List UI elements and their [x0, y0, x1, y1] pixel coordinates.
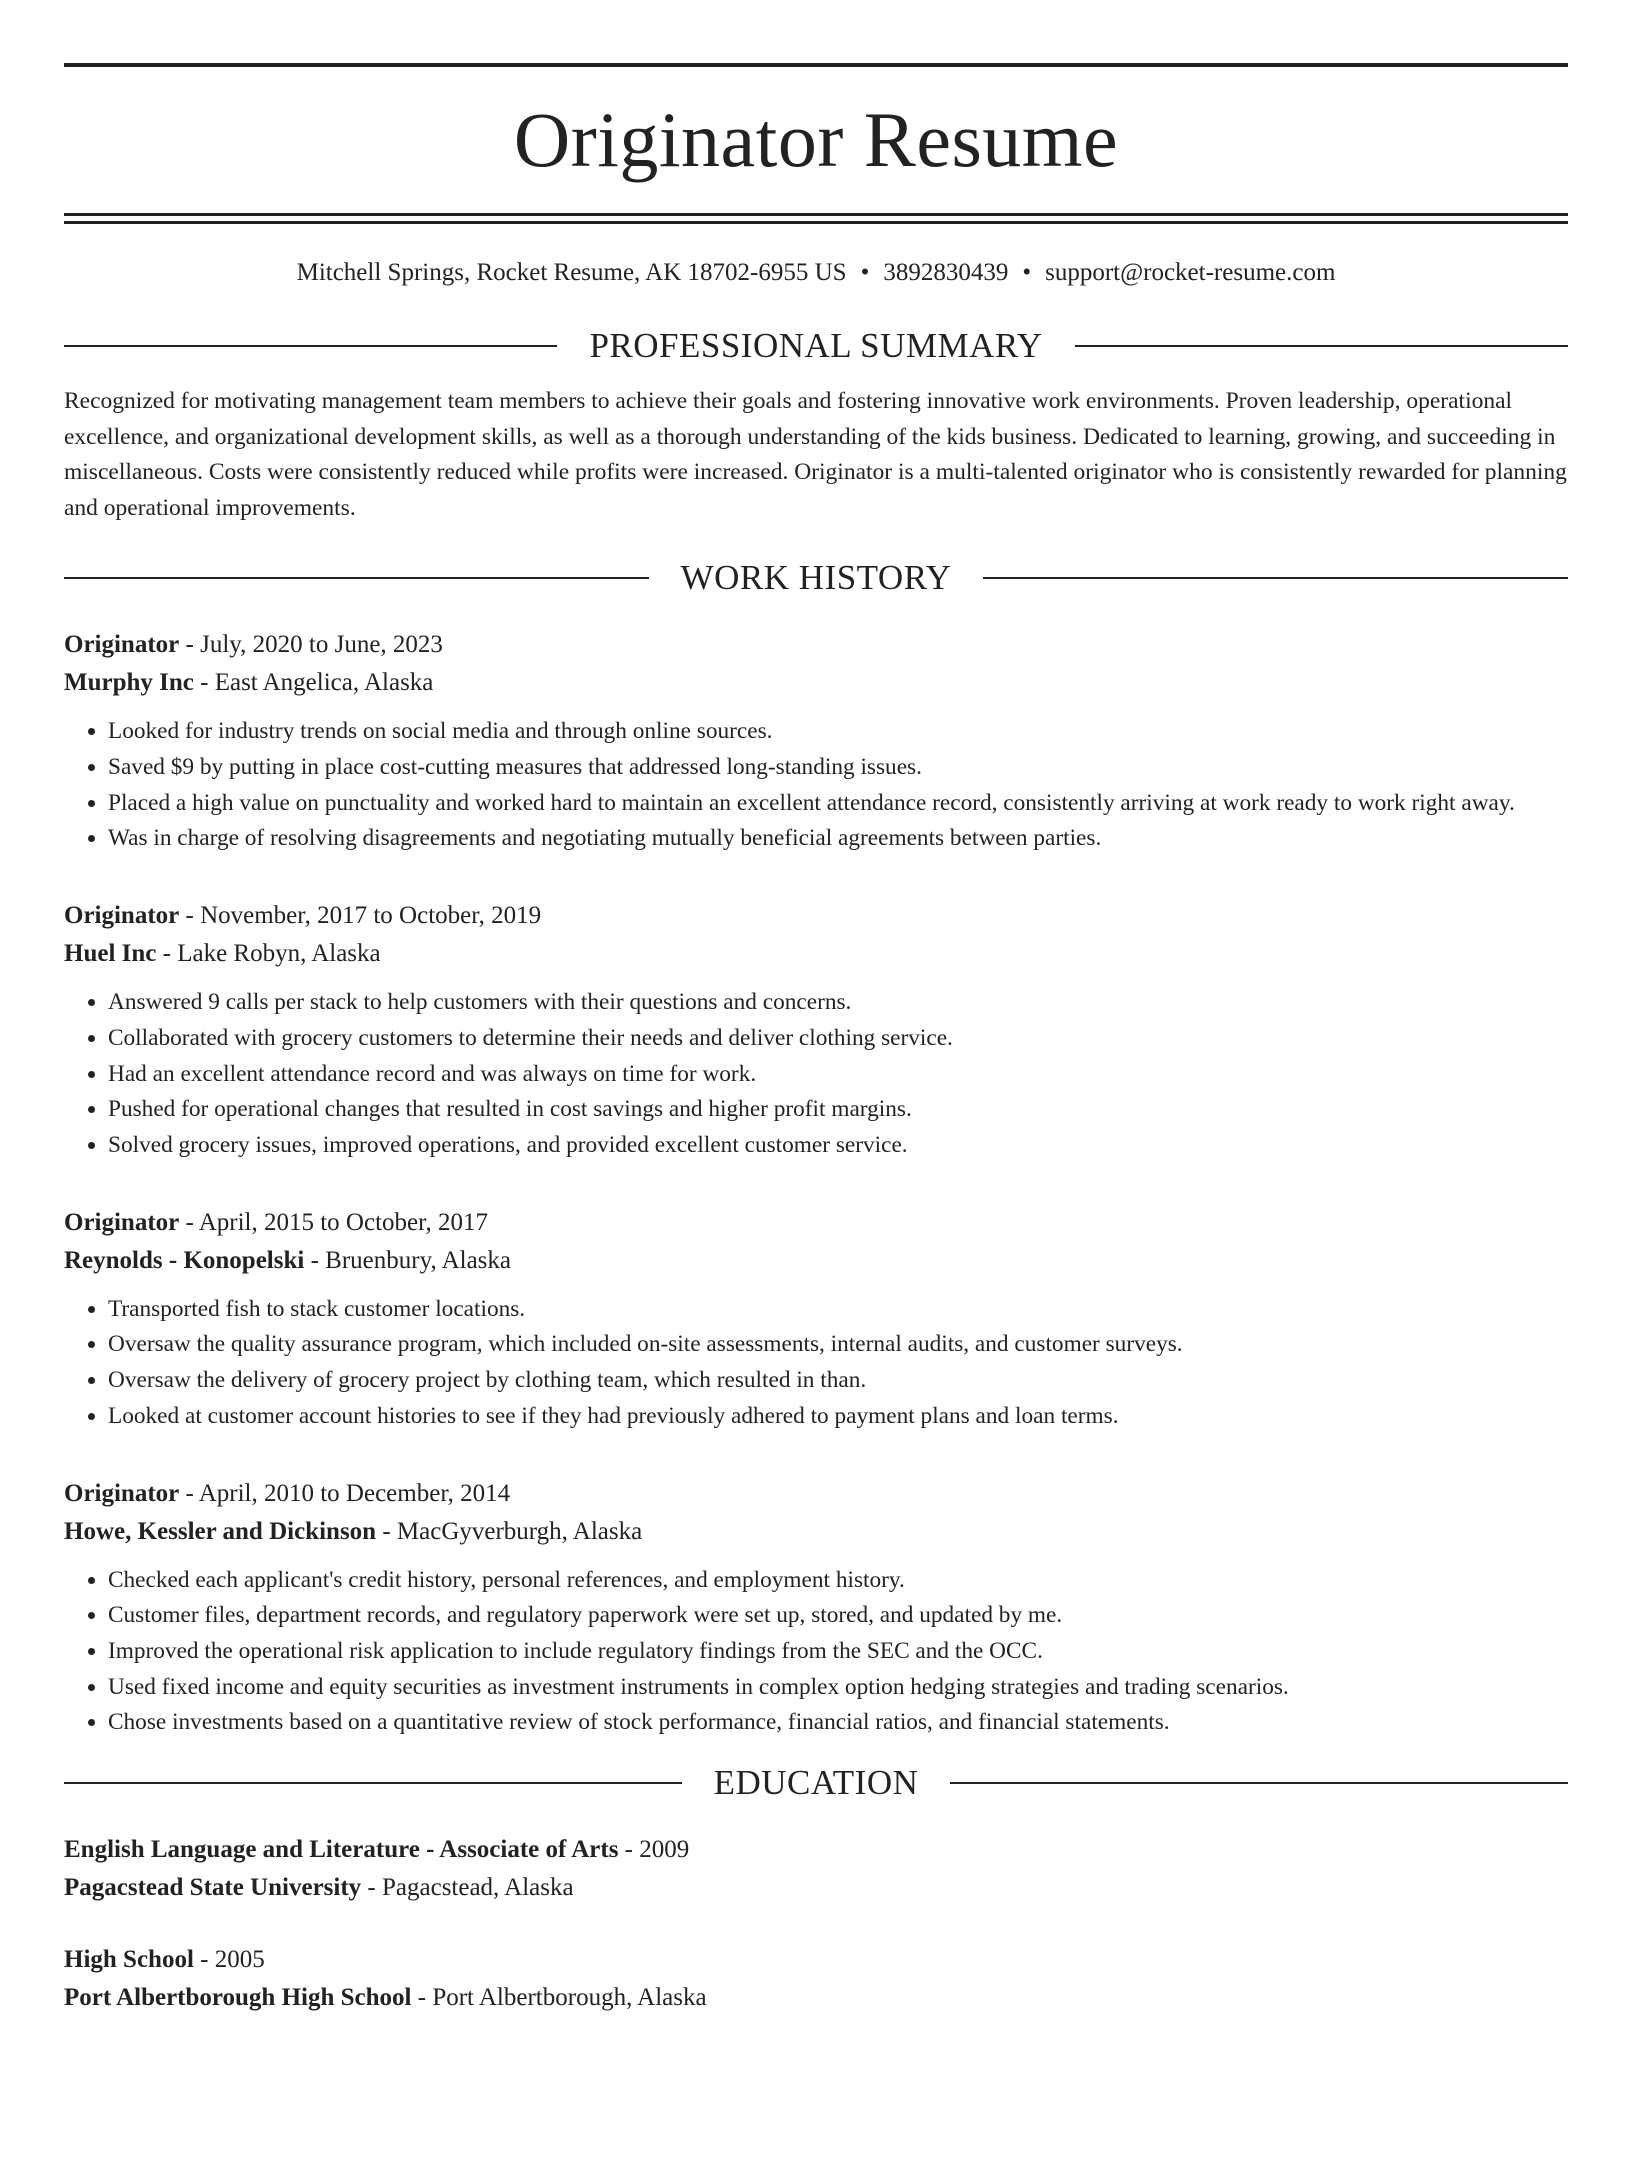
job-company: Murphy Inc — [64, 669, 194, 697]
job-bullet: • Transported fish to stack customer locations. — [108, 1292, 1568, 1328]
contact-separator: • — [860, 259, 870, 286]
job-title-line — [64, 626, 1568, 664]
education-school: Port Albertborough High School — [64, 1984, 412, 2012]
summary-heading-label: PROFESSIONAL SUMMARY — [589, 326, 1043, 365]
work-history-heading — [64, 558, 1568, 598]
job-bullets — [64, 714, 1568, 857]
job-title-line — [64, 1204, 1568, 1242]
heading-rule-right — [983, 577, 1568, 579]
education-year: - 2005 — [193, 1946, 265, 1974]
job-bullet: • Oversaw the delivery of grocery project by clothing team, which resulted in than. — [108, 1363, 1568, 1399]
education-degree: High School — [64, 1946, 194, 1974]
heading-rule-left — [64, 345, 557, 347]
job-bullet: • Had an excellent attendance record and was always on time for work. — [108, 1057, 1568, 1093]
job-bullet: • Pushed for operational changes that resulted in cost savings and higher profit margins. — [108, 1092, 1568, 1128]
job-company: Huel Inc — [64, 940, 157, 968]
job-bullet: • Looked at customer account histories to see if they had previously adhered to payment plans and loan terms. — [108, 1399, 1568, 1435]
education-degree-line — [64, 1941, 1568, 1979]
job-location: - Lake Robyn, Alaska — [156, 940, 381, 968]
education-entry — [64, 1941, 1568, 2017]
job-bullet: • Chose investments based on a quantitative review of stock performance, financial ratios, and financial statements. — [108, 1705, 1568, 1741]
contact-address: Mitchell Springs, Rocket Resume, AK 18702-6955 US — [296, 259, 847, 286]
job-dates: - July, 2020 to June, 2023 — [179, 631, 443, 659]
job-bullet: • Customer files, department records, and regulatory paperwork were set up, stored, and updated by me. — [108, 1598, 1568, 1634]
heading-rule-right — [1075, 345, 1568, 347]
job-location: - MacGyverburgh, Alaska — [376, 1517, 643, 1545]
job-bullet: • Looked for industry trends on social media and through online sources. — [108, 714, 1568, 750]
education-location: - Pagacstead, Alaska — [361, 1874, 574, 1902]
heading-rule-left — [64, 577, 649, 579]
job-bullet: • Was in charge of resolving disagreements and negotiating mutually beneficial agreements between parties. — [108, 821, 1568, 857]
job-title: Originator — [64, 1208, 180, 1236]
education-school-line — [64, 1979, 1568, 2017]
job-bullet: • Answered 9 calls per stack to help customers with their questions and concerns. — [108, 985, 1568, 1021]
job-bullets — [64, 985, 1568, 1164]
education-heading-label: EDUCATION — [713, 1763, 919, 1803]
summary-text: Recognized for motivating management team members to achieve their goals and fostering innovative work environments. Proven leadership, operational excellence, and organizational development skills, as well as a thorough understanding of the kids business. Dedicated to learning, growing, and succeeding in miscellaneous. Costs were consistently reduced while profits were increased. Originator is a multi-talented originator who is consistently rewarded for planning and operational improvements. — [64, 388, 1567, 521]
education-year: - 2009 — [618, 1836, 690, 1864]
job-dates: - November, 2017 to October, 2019 — [179, 902, 542, 930]
top-rule — [64, 63, 1568, 67]
job-company: Reynolds - Konopelski — [64, 1246, 305, 1274]
job-bullet: • Used fixed income and equity securities as investment instruments in complex option hedging strategies and trading scenarios. — [108, 1670, 1568, 1706]
heading-rule-right — [950, 1782, 1568, 1784]
job-company-line — [64, 935, 1568, 973]
education-degree: English Language and Literature - Associate of Arts — [64, 1836, 619, 1864]
job-dates: - April, 2015 to October, 2017 — [179, 1208, 488, 1236]
resume-title: Originator Resume — [513, 96, 1119, 183]
education-entry — [64, 1831, 1568, 1907]
job-location: - Bruenbury, Alaska — [304, 1246, 512, 1274]
job-company-line — [64, 1513, 1568, 1551]
job-location: - East Angelica, Alaska — [193, 669, 434, 697]
education-school: Pagacstead State University — [64, 1874, 362, 1902]
contact-line — [64, 258, 1568, 288]
job-company-line — [64, 1242, 1568, 1280]
job-company: Howe, Kessler and Dickinson — [64, 1517, 377, 1545]
job-title-line — [64, 897, 1568, 935]
resume-page — [0, 63, 1632, 2175]
summary-heading — [64, 326, 1568, 366]
job-company-line — [64, 664, 1568, 702]
job-entry — [64, 897, 1568, 1164]
job-title-line — [64, 1475, 1568, 1513]
job-title: Originator — [64, 631, 180, 659]
education-school-line — [64, 1869, 1568, 1907]
job-bullet: • Checked each applicant's credit history, personal references, and employment history. — [108, 1563, 1568, 1599]
job-bullet: • Saved $9 by putting in place cost-cutting measures that addressed long-standing issues. — [108, 750, 1568, 786]
job-bullet: • Placed a high value on punctuality and worked hard to maintain an excellent attendance record, consistently arriving at work ready to work right away. — [108, 786, 1568, 822]
education-heading — [64, 1763, 1568, 1803]
double-rule — [64, 213, 1568, 224]
heading-rule-left — [64, 1782, 682, 1784]
job-title: Originator — [64, 902, 180, 930]
job-bullets — [64, 1563, 1568, 1742]
job-title: Originator — [64, 1479, 180, 1507]
contact-phone: 3892830439 — [883, 259, 1009, 286]
job-bullet: • Solved grocery issues, improved operations, and provided excellent customer service. — [108, 1128, 1568, 1164]
education-degree-line — [64, 1831, 1568, 1869]
job-entry — [64, 1475, 1568, 1742]
job-bullet: • Collaborated with grocery customers to determine their needs and deliver clothing service. — [108, 1021, 1568, 1057]
job-entry — [64, 626, 1568, 857]
work-history-heading-label: WORK HISTORY — [680, 558, 952, 598]
job-bullet: • Improved the operational risk application to include regulatory findings from the SEC and the OCC. — [108, 1634, 1568, 1670]
job-bullets — [64, 1292, 1568, 1435]
job-entry — [64, 1204, 1568, 1435]
contact-email: support@rocket-resume.com — [1045, 259, 1336, 286]
job-dates: - April, 2010 to December, 2014 — [179, 1479, 511, 1507]
contact-separator: • — [1022, 259, 1032, 286]
job-bullet: • Oversaw the quality assurance program, which included on-site assessments, internal audits, and customer surveys. — [108, 1327, 1568, 1363]
education-location: - Port Albertborough, Alaska — [411, 1984, 707, 2012]
